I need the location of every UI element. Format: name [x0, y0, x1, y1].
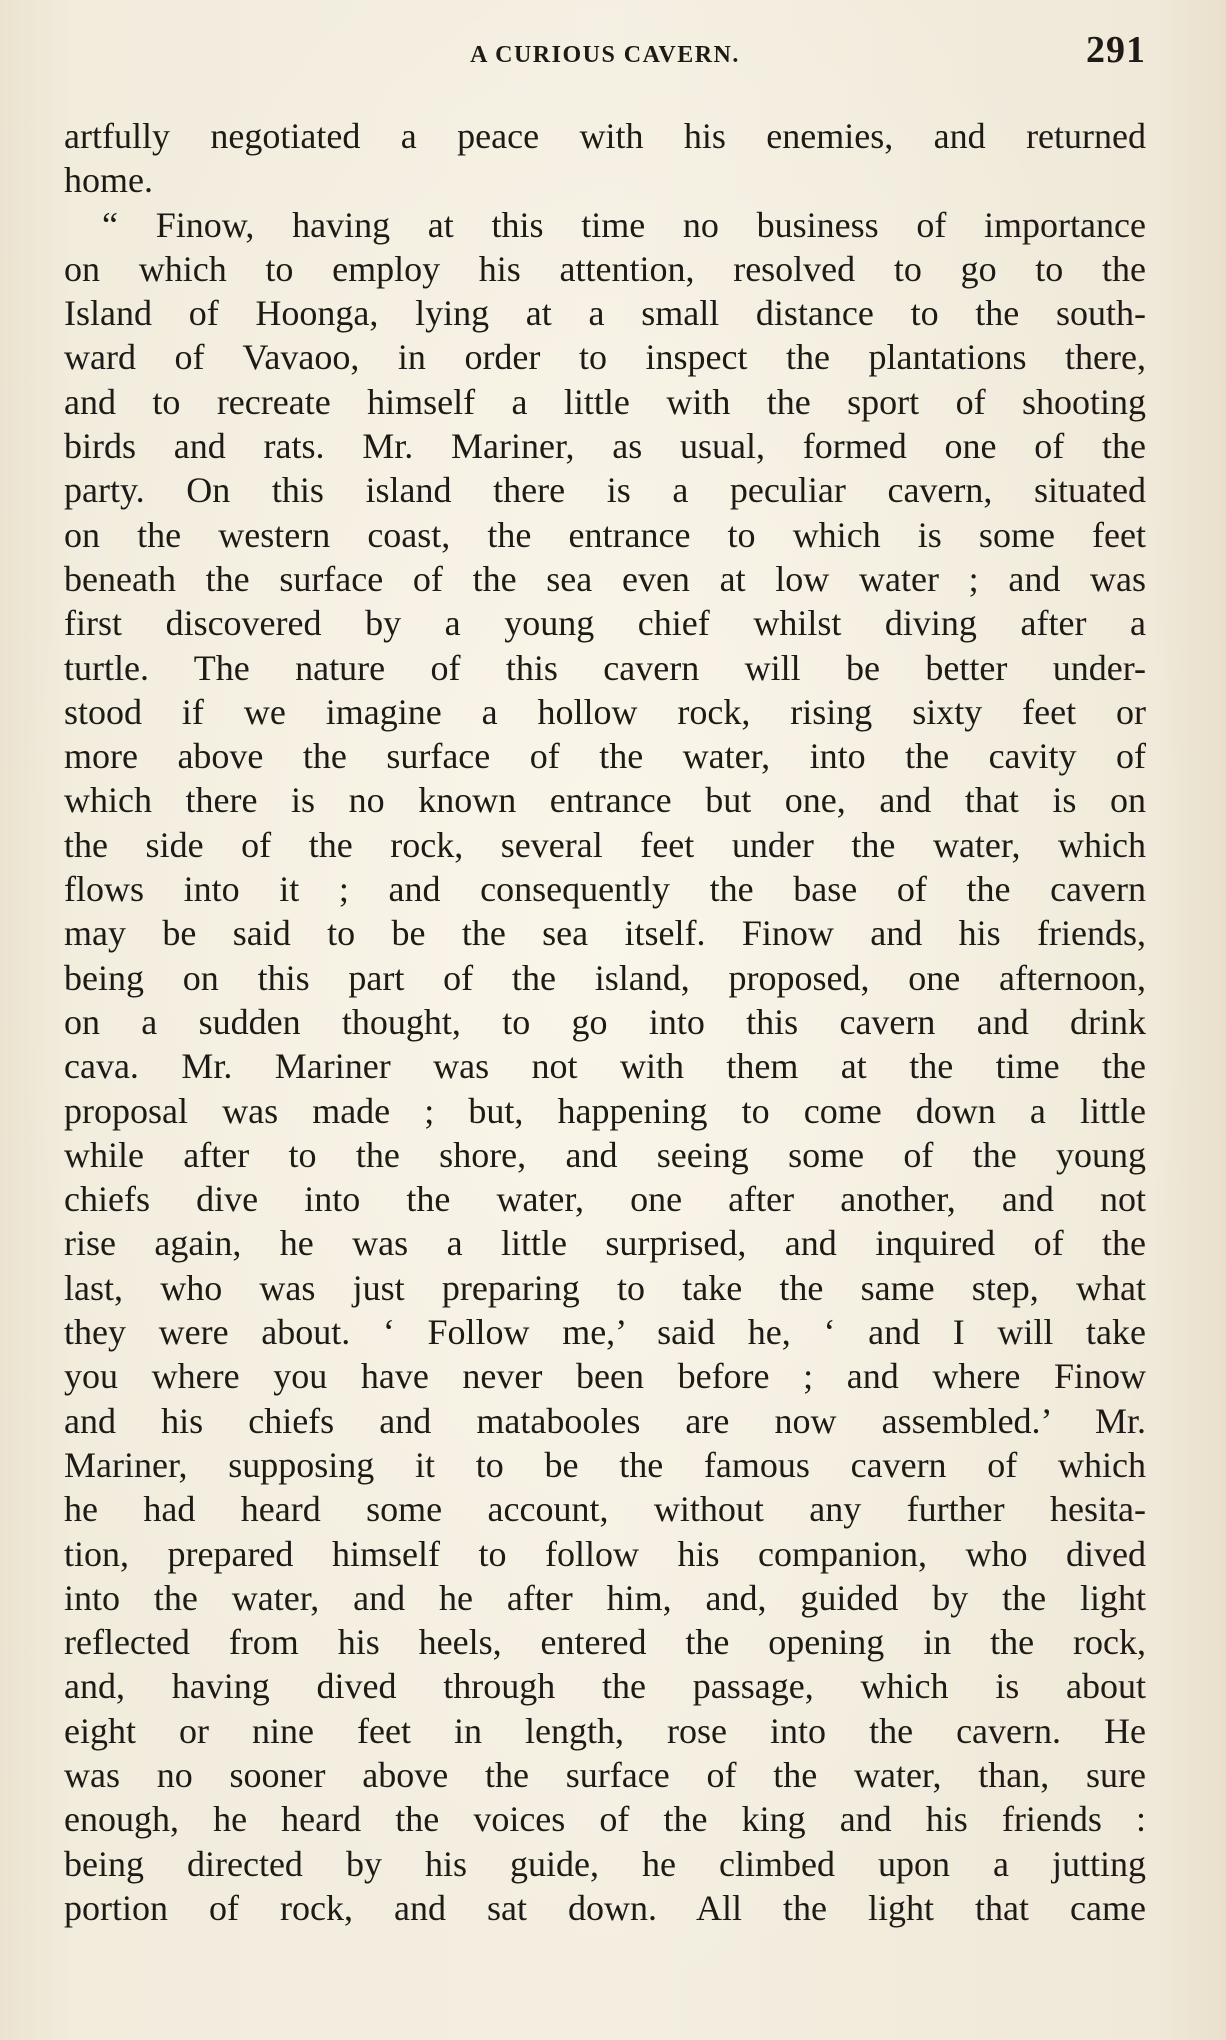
- text-line: and, having dived through the passage, which is about: [64, 1666, 1146, 1707]
- text-line: being on this part of the island, proposed, one afternoon,: [64, 957, 1146, 998]
- page-header: [64, 28, 1146, 76]
- text-line: party. On this island there is a peculiar cavern, situated: [64, 470, 1146, 511]
- text-line: and to recreate himself a little with the sport of shooting: [64, 381, 1146, 422]
- text-line: Mariner, supposing it to be the famous cavern of which: [64, 1444, 1146, 1485]
- text-line: beneath the surface of the sea even at low water ; and was: [64, 558, 1146, 599]
- text-line: and his chiefs and matabooles are now assembled.’ Mr.: [64, 1400, 1146, 1441]
- text-line: into the water, and he after him, and, guided by the light: [64, 1577, 1146, 1618]
- text-line: home.: [64, 160, 153, 201]
- text-line: you where you have never been before ; and where Finow: [64, 1356, 1146, 1397]
- text-line: proposal was made ; but, happening to come down a little: [64, 1090, 1146, 1131]
- text-line: being directed by his guide, he climbed upon a jutting: [64, 1843, 1146, 1884]
- text-line: enough, he heard the voices of the king and his friends :: [64, 1799, 1146, 1840]
- text-line: chiefs dive into the water, one after another, and not: [64, 1179, 1146, 1220]
- text-line: tion, prepared himself to follow his companion, who dived: [64, 1533, 1146, 1574]
- text-line: “ Finow, having at this time no business of importance: [102, 204, 1146, 245]
- text-line: on a sudden thought, to go into this cavern and drink: [64, 1001, 1146, 1042]
- text-line: rise again, he was a little surprised, and inquired of the: [64, 1223, 1146, 1264]
- text-line: eight or nine feet in length, rose into the cavern. He: [64, 1710, 1146, 1751]
- text-line: which there is no known entrance but one, and that is on: [64, 780, 1146, 821]
- text-line: flows into it ; and consequently the base of the cavern: [64, 869, 1146, 910]
- text-line: birds and rats. Mr. Mariner, as usual, formed one of the: [64, 426, 1146, 467]
- page-number: 291: [1086, 29, 1146, 71]
- text-line: artfully negotiated a peace with his enemies, and returned: [64, 116, 1146, 156]
- text-line: turtle. The nature of this cavern will be better under-: [64, 647, 1146, 688]
- text-line: they were about. ‘ Follow me,’ said he, ‘ and I will take: [64, 1312, 1146, 1353]
- text-line: while after to the shore, and seeing some of the young: [64, 1134, 1146, 1175]
- text-line: reflected from his heels, entered the opening in the rock,: [64, 1622, 1146, 1663]
- text-line: portion of rock, and sat down. All the light that came: [64, 1887, 1146, 1928]
- text-line: he had heard some account, without any further hesita-: [64, 1489, 1146, 1530]
- text-line: more above the surface of the water, into the cavity of: [64, 736, 1146, 777]
- text-line: may be said to be the sea itself. Finow and his friends,: [64, 913, 1146, 954]
- text-line: first discovered by a young chief whilst diving after a: [64, 603, 1146, 644]
- running-head: A CURIOUS CAVERN.: [470, 42, 740, 68]
- text-line: last, who was just preparing to take the same step, what: [64, 1267, 1146, 1308]
- text-line: stood if we imagine a hollow rock, rising sixty feet or: [64, 691, 1146, 732]
- body-text: [64, 114, 1146, 1930]
- text-line: on the western coast, the entrance to which is some feet: [64, 514, 1146, 555]
- text-line: on which to employ his attention, resolved to go to the: [64, 248, 1146, 289]
- text-line: the side of the rock, several feet under the water, which: [64, 824, 1146, 865]
- text-line: was no sooner above the surface of the water, than, sure: [64, 1754, 1146, 1795]
- text-line: cava. Mr. Mariner was not with them at the time the: [64, 1046, 1146, 1087]
- text-line: Island of Hoonga, lying at a small distance to the south-: [64, 293, 1146, 334]
- text-line: ward of Vavaoo, in order to inspect the plantations there,: [64, 337, 1146, 378]
